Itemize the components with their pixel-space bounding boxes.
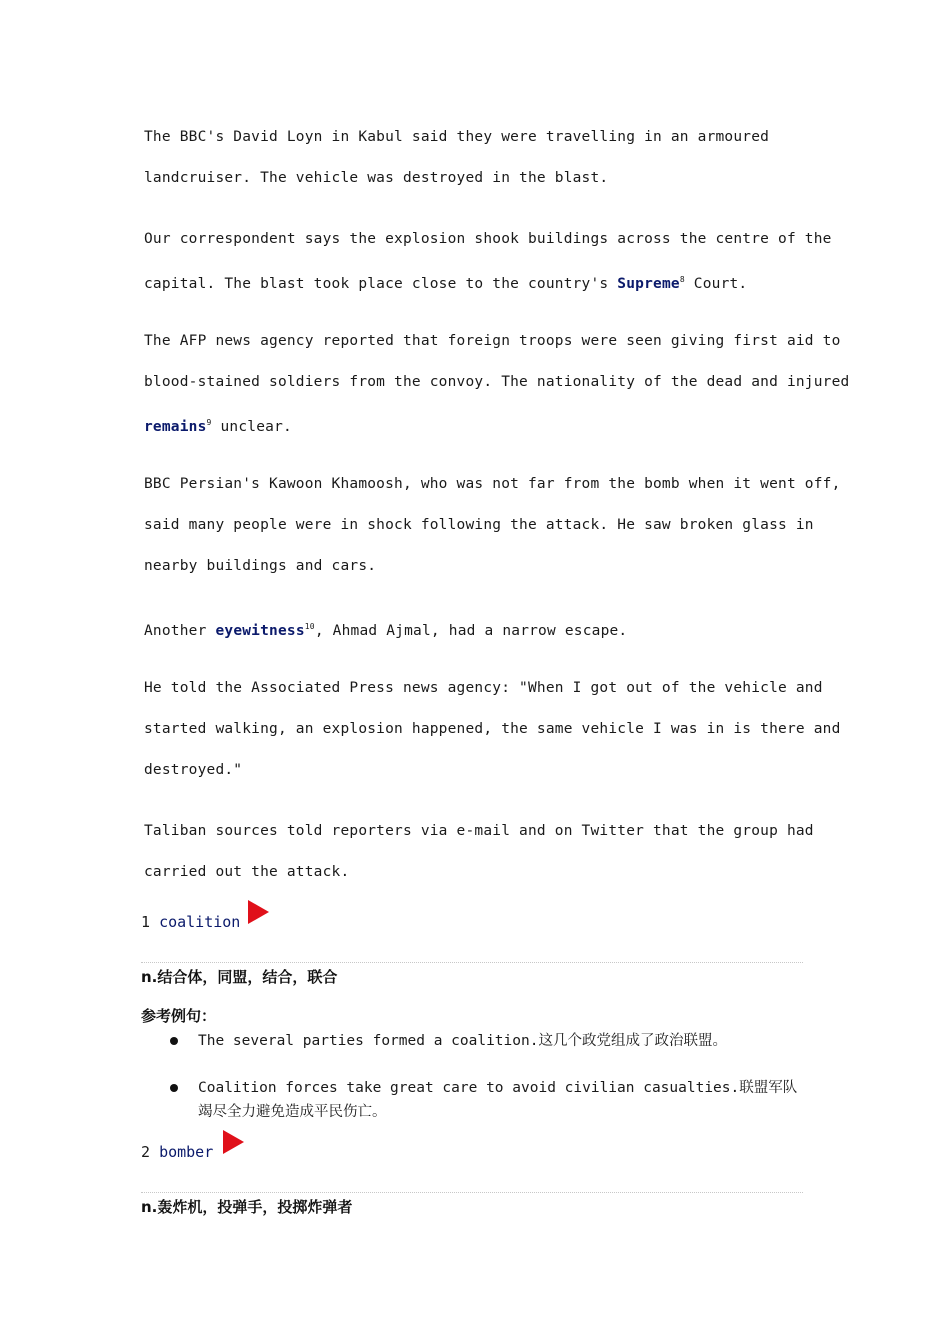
vocab-word: bomber — [159, 1143, 214, 1161]
examples-label: 参考例句： — [141, 1007, 217, 1025]
paragraph-1-line-2: landcruiser. The vehicle was destroyed in the blast. — [144, 170, 609, 186]
footnote-10: 10 — [304, 622, 315, 631]
vocab-number: 2 — [141, 1143, 151, 1161]
vocab-word: coalition — [159, 913, 241, 931]
paragraph-2-line-1: Our correspondent says the explosion shook buildings across the centre of the — [144, 231, 832, 247]
paragraph-5-line-1 — [144, 617, 627, 641]
paragraph-7-line-2: carried out the attack. — [144, 864, 350, 880]
vocab-heading-coalition[interactable] — [141, 913, 240, 931]
paragraph-3-line-2: blood-stained soldiers from the convoy. The nationality of the dead and injured — [144, 374, 850, 390]
footnote-8: 8 — [679, 275, 685, 284]
vocab-link-remains[interactable]: remains$^9$ — [144, 418, 212, 435]
vocab-number: 1 — [141, 913, 151, 931]
paragraph-3-text-after: unclear. — [220, 419, 292, 435]
vocab-link-supreme[interactable]: Supreme$^8$ — [617, 275, 685, 292]
bullet-icon — [170, 1084, 178, 1092]
paragraph-4-line-2: said many people were in shock following the attack. He saw broken glass in — [144, 517, 814, 533]
paragraph-7-line-1: Taliban sources told reporters via e-mail and on Twitter that the group had — [144, 823, 814, 839]
play-audio-icon[interactable] — [248, 900, 269, 924]
divider — [141, 1192, 803, 1193]
divider — [141, 962, 803, 963]
bullet-icon — [170, 1037, 178, 1045]
footnote-9: 9 — [206, 418, 212, 427]
paragraph-2-text-after: Court. — [693, 276, 748, 292]
play-audio-icon[interactable] — [223, 1130, 244, 1154]
paragraph-2-line-2 — [144, 270, 747, 294]
paragraph-4-line-3: nearby buildings and cars. — [144, 558, 377, 574]
paragraph-4-line-1: BBC Persian's Kawoon Khamoosh, who was not far from the bomb when it went off, — [144, 476, 841, 492]
paragraph-5-text-before: Another — [144, 623, 207, 639]
vocab-link-eyewitness[interactable]: eyewitness$^{10}$ — [215, 622, 315, 639]
vocab-definition: n.结合体，同盟，结合，联合 — [141, 968, 338, 986]
paragraph-3-line-1: The AFP news agency reported that foreign troops were seen giving first aid to — [144, 333, 841, 349]
vocab-heading-bomber[interactable] — [141, 1143, 213, 1161]
example-sentence: The several parties formed a coalition.这几个政党组成了政治联盟。 — [198, 1033, 727, 1049]
vocab-definition: n.轰炸机，投弹手，投掷炸弹者 — [141, 1198, 353, 1216]
paragraph-6-line-2: started walking, an explosion happened, the same vehicle I was in is there and — [144, 721, 841, 737]
paragraph-3-line-3 — [144, 413, 292, 437]
paragraph-6-line-3: destroyed." — [144, 762, 243, 778]
paragraph-2-text-before: capital. The blast took place close to the country's — [144, 276, 609, 292]
paragraph-5-text-after: , Ahmad Ajmal, had a narrow escape. — [314, 623, 628, 639]
paragraph-6-line-1: He told the Associated Press news agency: "When I got out of the vehicle and — [144, 680, 823, 696]
example-sentence: Coalition forces take great care to avoid civilian casualties.联盟军队竭尽全力避免造成平民伤亡。 — [198, 1080, 798, 1120]
paragraph-1-line-1: The BBC's David Loyn in Kabul said they were travelling in an armoured — [144, 129, 770, 145]
